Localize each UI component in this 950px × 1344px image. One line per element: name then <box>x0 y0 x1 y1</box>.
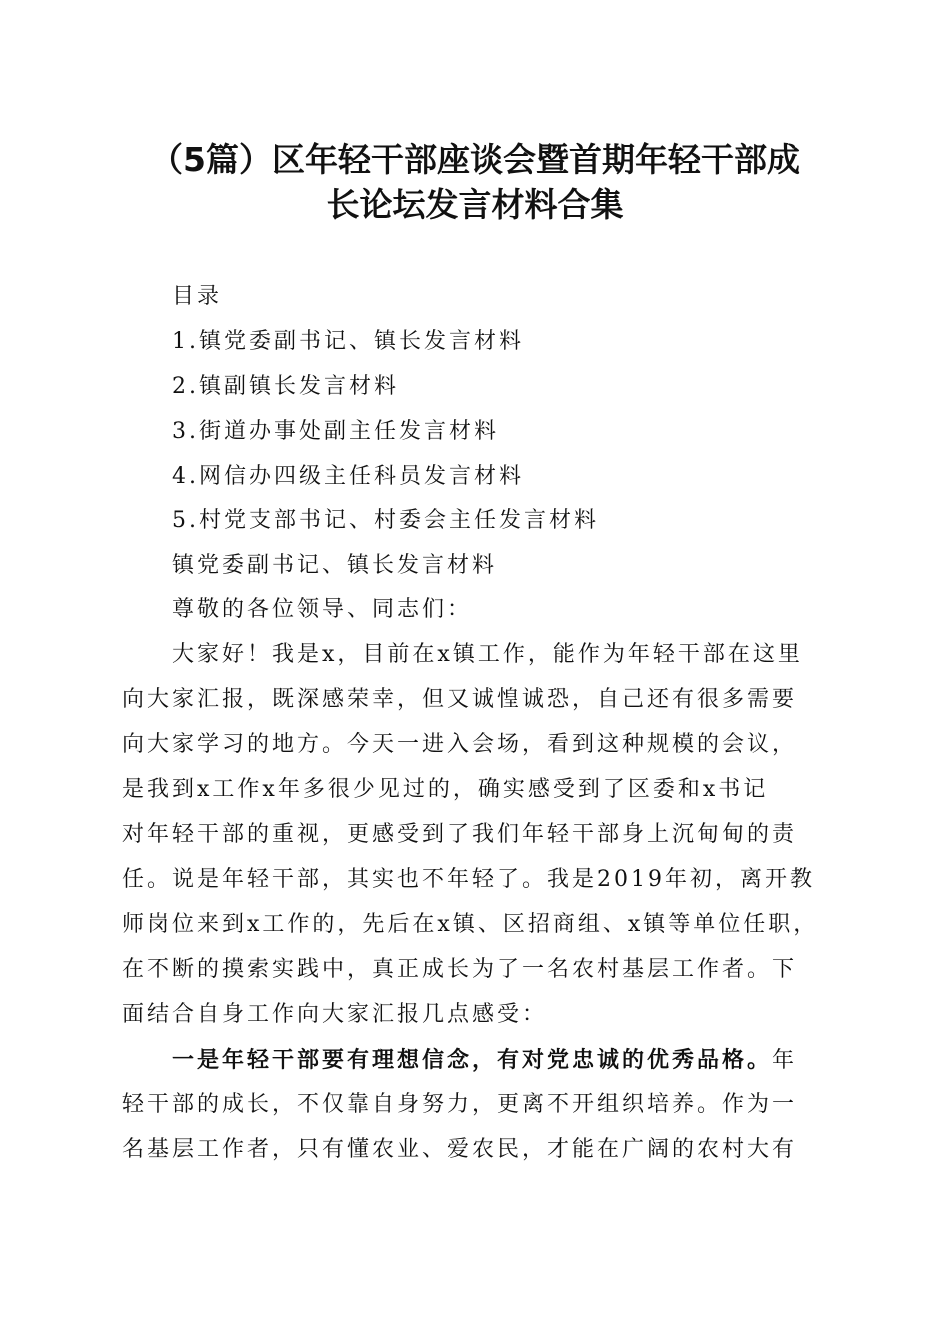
paragraph-1-line-8: 在不断的摸索实践中，真正成长为了一名农村基层工作者。下 <box>122 957 798 982</box>
paragraph-2-line-1 <box>172 1045 828 1076</box>
toc-heading: 目录 <box>172 284 223 309</box>
paragraph-1-line-6: 任。说是年轻干部，其实也不年轻了。我是2019年初，离开教 <box>122 867 815 892</box>
paragraph-2-line-2: 轻干部的成长，不仅靠自身努力，更离不开组织培养。作为一 <box>122 1092 798 1117</box>
paragraph-1-line-5: 对年轻干部的重视，更感受到了我们年轻干部身上沉甸甸的责 <box>122 822 798 847</box>
toc-item-4: 4.网信办四级主任科员发言材料 <box>172 464 524 489</box>
document-title-line-2: 长论坛发言材料合集 <box>326 185 624 224</box>
paragraph-1-line-7: 师岗位来到x工作的，先后在x镇、区招商组、x镇等单位任职， <box>122 912 819 937</box>
paragraph-1-line-2: 向大家汇报，既深感荣幸，但又诚惶诚恐，自己还有很多需要 <box>122 687 798 712</box>
paragraph-2-line-3: 名基层工作者，只有懂农业、爱农民，才能在广阔的农村大有 <box>122 1137 798 1162</box>
toc-item-5: 5.村党支部书记、村委会主任发言材料 <box>172 508 599 533</box>
paragraph-1-line-1: 大家好！我是x，目前在x镇工作，能作为年轻干部在这里 <box>172 642 803 667</box>
section-title: 镇党委副书记、镇长发言材料 <box>172 553 498 578</box>
salutation: 尊敬的各位领导、同志们： <box>172 597 473 622</box>
document-title-line-1: （5篇）区年轻干部座谈会暨首期年轻干部成 <box>150 140 800 179</box>
toc-item-2: 2.镇副镇长发言材料 <box>172 374 399 399</box>
toc-item-3: 3.街道办事处副主任发言材料 <box>172 419 499 444</box>
paragraph-1-line-4: 是我到x工作x年多很少见过的，确实感受到了区委和x书记 <box>122 777 769 802</box>
paragraph-2-bold-lead: 一是年轻干部要有理想信念，有对党忠诚的优秀品格。 <box>172 1047 773 1073</box>
paragraph-1-line-9: 面结合自身工作向大家汇报几点感受： <box>122 1002 548 1027</box>
toc-item-1: 1.镇党委副书记、镇长发言材料 <box>172 329 524 354</box>
paragraph-1-line-3: 向大家学习的地方。今天一进入会场，看到这种规模的会议， <box>122 732 798 757</box>
paragraph-2-lead-rest: 年 <box>772 1048 798 1073</box>
